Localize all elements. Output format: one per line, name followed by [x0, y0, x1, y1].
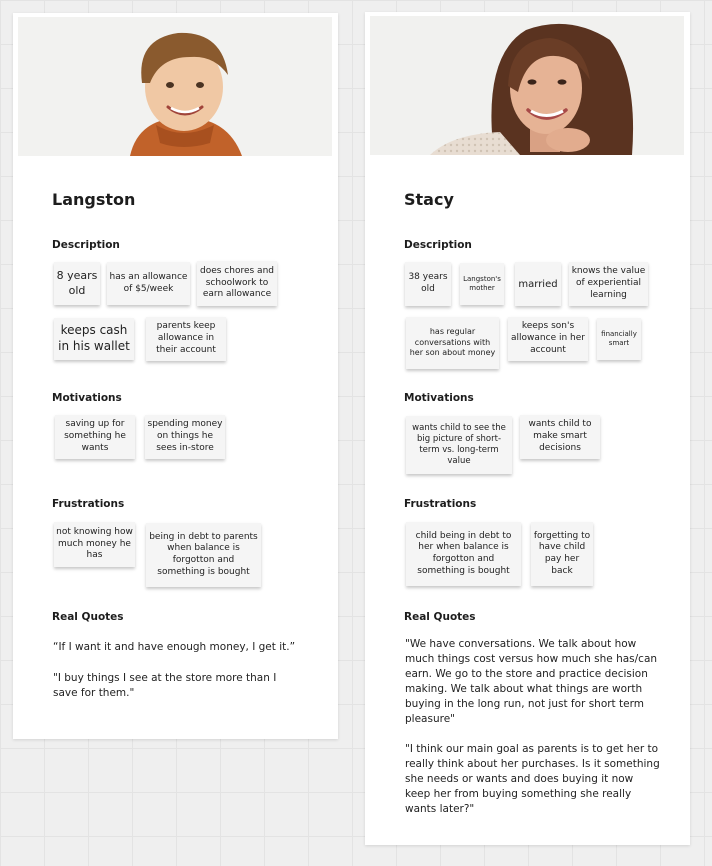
description-note: 38 years old: [405, 262, 451, 306]
quotes-heading: Real Quotes: [52, 611, 124, 623]
persona-name: Langston: [52, 190, 136, 209]
persona-card-stacy: [365, 12, 690, 845]
description-note: keeps cash in his wallet: [54, 318, 134, 360]
motivations-heading: Motivations: [52, 392, 122, 404]
description-note: Langston's mother: [460, 263, 504, 305]
quote-text: “If I want it and have enough money, I get it.”: [53, 641, 296, 653]
quotes-heading: Real Quotes: [404, 611, 476, 623]
description-note: has regular conversations with her son about money: [406, 317, 499, 369]
quote-text: "I buy things I see at the store more than I save for them.": [53, 672, 277, 699]
frustrations-heading: Frustrations: [404, 498, 477, 510]
quote-text: "I think our main goal as parents is to get her to really think about her purchases. Is it something she needs or wants and does buying it now keep her from buying something she really wants later?": [405, 743, 660, 815]
motivations-heading: Motivations: [404, 392, 474, 404]
description-heading: Description: [404, 239, 472, 251]
description-note: does chores and schoolwork to earn allowance: [197, 261, 277, 306]
motivation-note: wants child to see the big picture of short-term vs. long-term value: [406, 416, 512, 474]
frustration-note: not knowing how much money he has: [54, 522, 135, 567]
motivation-note: saving up for something he wants: [55, 415, 135, 459]
persona-name: Stacy: [404, 190, 454, 209]
description-note: keeps son's allowance in her account: [508, 317, 588, 361]
description-note: parents keep allowance in their account: [146, 317, 226, 361]
description-note: financially smart: [597, 318, 641, 360]
quote-text: "We have conversations. We talk about how much things cost versus how much she has/can earn. We go to the store and practice decision making. We talk about what things are worth buying in the long run, not just for short term pleasure": [405, 638, 658, 725]
frustration-note: being in debt to parents when balance is forgotton and something is bought: [146, 523, 261, 587]
frustrations-heading: Frustrations: [52, 498, 125, 510]
motivation-note: spending money on things he sees in-store: [145, 415, 225, 459]
stacy-photo: [370, 16, 684, 155]
description-note: has an allowance of $5/week: [107, 262, 190, 305]
motivation-note: wants child to make smart decisions: [520, 415, 600, 459]
persona-card-langston: [13, 13, 338, 739]
description-heading: Description: [52, 239, 120, 251]
frustration-note: child being in debt to her when balance is forgotton and something is bought: [406, 522, 521, 586]
langston-photo: [18, 17, 332, 156]
description-note: 8 years old: [54, 262, 100, 305]
description-note: married: [515, 262, 561, 306]
frustration-note: forgetting to have child pay her back: [531, 522, 593, 586]
description-note: knows the value of experiential learning: [569, 262, 648, 306]
